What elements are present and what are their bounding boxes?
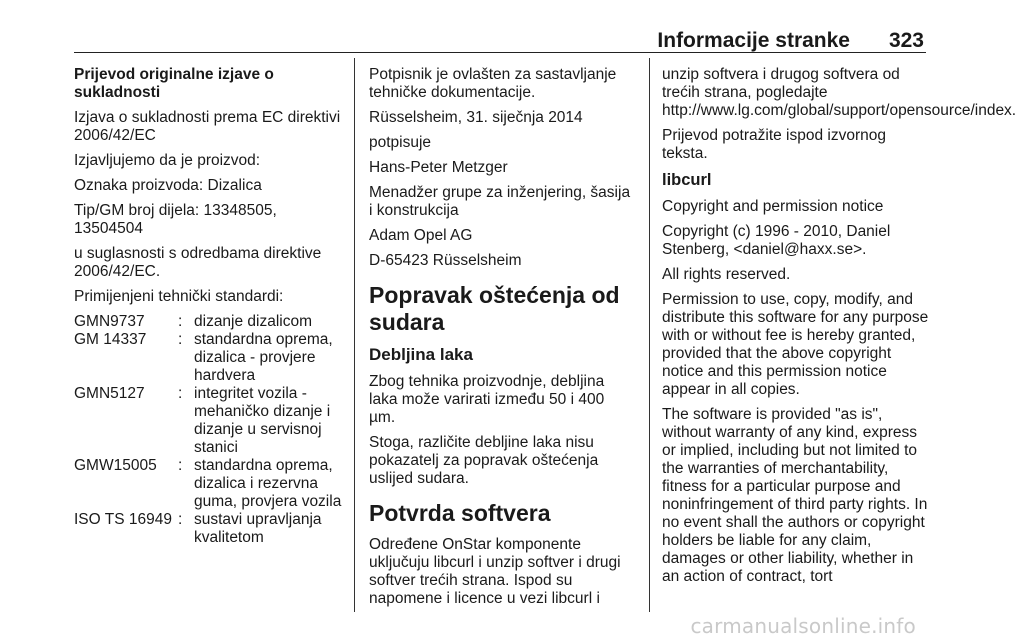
- table-row: [74, 313, 344, 331]
- separator: :: [178, 511, 183, 528]
- paragraph: Adam Opel AG: [369, 227, 473, 244]
- paragraph: Izjavljujemo da je proizvod:: [74, 152, 261, 169]
- paragraph: Izjava o sukladnosti prema EC direktivi 2006/42/EC: [74, 109, 341, 144]
- paragraph: Menadžer grupe za inženjering, šasija i konstrukcija: [369, 184, 631, 219]
- paragraph: D-65423 Rüsselsheim: [369, 252, 522, 269]
- section-heading-collision-repair: Popravak oštećenja od sudara: [369, 282, 620, 335]
- paragraph: Permission to use, copy, modify, and distribute this software for any purpose with or without fee is hereby granted, provided that the above copyright notice and this permission notice appear in all copies.: [662, 291, 929, 398]
- column-divider-1: [354, 58, 355, 612]
- paragraph: Određene OnStar komponente uključuju libcurl i unzip softver i drugi softver trećih strana. Ispod su napomene i licence u vezi libcurl i: [369, 536, 621, 607]
- table-row: [74, 385, 344, 457]
- page-title: Informacije stranke: [657, 29, 850, 52]
- paragraph: u suglasnosti s odredbama direktive 2006/42/EC.: [74, 245, 322, 280]
- paragraph: Stoga, različite debljine laka nisu pokazatelj za popravak oštećenja uslijed sudara.: [369, 434, 599, 487]
- page-header: [74, 30, 926, 53]
- standard-code: ISO TS 16949: [74, 511, 172, 528]
- separator: :: [178, 313, 183, 330]
- table-row: [74, 331, 344, 385]
- paragraph: Copyright (c) 1996 - 2010, Daniel Stenberg, <daniel@haxx.se>.: [662, 223, 891, 258]
- standard-code: GM 14337: [74, 331, 147, 348]
- standard-desc: standardna oprema, dizalica - provjere hardvera: [194, 331, 333, 384]
- watermark: carmanualsonline.info: [690, 614, 916, 638]
- libcurl-heading: libcurl: [662, 171, 712, 189]
- standard-code: GMN9737: [74, 313, 145, 330]
- table-row: [74, 457, 344, 511]
- column-divider-2: [649, 58, 650, 612]
- paragraph: Tip/GM broj dijela: 13348505, 13504504: [74, 202, 277, 237]
- standard-desc: sustavi upravljanja kvalitetom: [194, 511, 322, 546]
- standards-table: [74, 313, 344, 547]
- paragraph: Potpisnik je ovlašten za sastavljanje tehničke dokumentacije.: [369, 66, 617, 101]
- paragraph: Copyright and permission notice: [662, 198, 884, 215]
- paragraph: Prijevod potražite ispod izvornog teksta.: [662, 127, 887, 162]
- paragraph: Primijenjeni tehnički standardi:: [74, 288, 284, 305]
- paragraph: All rights reserved.: [662, 266, 791, 283]
- declaration-heading: Prijevod originalne izjave o sukladnosti: [74, 66, 274, 101]
- section-heading-software: Potvrda softvera: [369, 500, 551, 526]
- standard-code: GMW15005: [74, 457, 157, 474]
- paragraph: The software is provided "as is", without warranty of any kind, express or implied, including but not limited to the warranties of merchantability, fitness for a particular purpose and noninfringement of third party rights. In no event shall the authors or copyright holders be liable for any claim, damages or other liability, whether in an action of contract, tort: [662, 406, 928, 585]
- column-1: [74, 66, 344, 547]
- paragraph: potpisuje: [369, 134, 432, 151]
- paragraph: Hans-Peter Metzger: [369, 159, 508, 176]
- paragraph: Oznaka proizvoda: Dizalica: [74, 177, 262, 194]
- standard-desc: integritet vozila - mehaničko dizanje i dizanje u servisnoj stanici: [194, 385, 331, 456]
- separator: :: [178, 385, 183, 402]
- separator: :: [178, 331, 183, 348]
- standard-desc: dizanje dizalicom: [194, 313, 313, 330]
- page-number: 323: [888, 29, 924, 52]
- paragraph: unzip softvera i drugog softvera od trećih strana, pogledajte http://www.lg.com/global/support/opensource/index.: [662, 66, 1016, 119]
- subheading-paint-thickness: Debljina laka: [369, 345, 473, 364]
- column-3: [662, 66, 1016, 593]
- column-2: [369, 66, 633, 615]
- paragraph: Rüsselsheim, 31. siječnja 2014: [369, 109, 583, 126]
- standard-desc: standardna oprema, dizalica i rezervna guma, provjera vozila: [194, 457, 342, 510]
- standard-code: GMN5127: [74, 385, 145, 402]
- paragraph: Zbog tehnika proizvodnje, debljina laka može varirati između 50 i 400 µm.: [369, 373, 605, 426]
- separator: :: [178, 457, 183, 474]
- table-row: [74, 511, 344, 547]
